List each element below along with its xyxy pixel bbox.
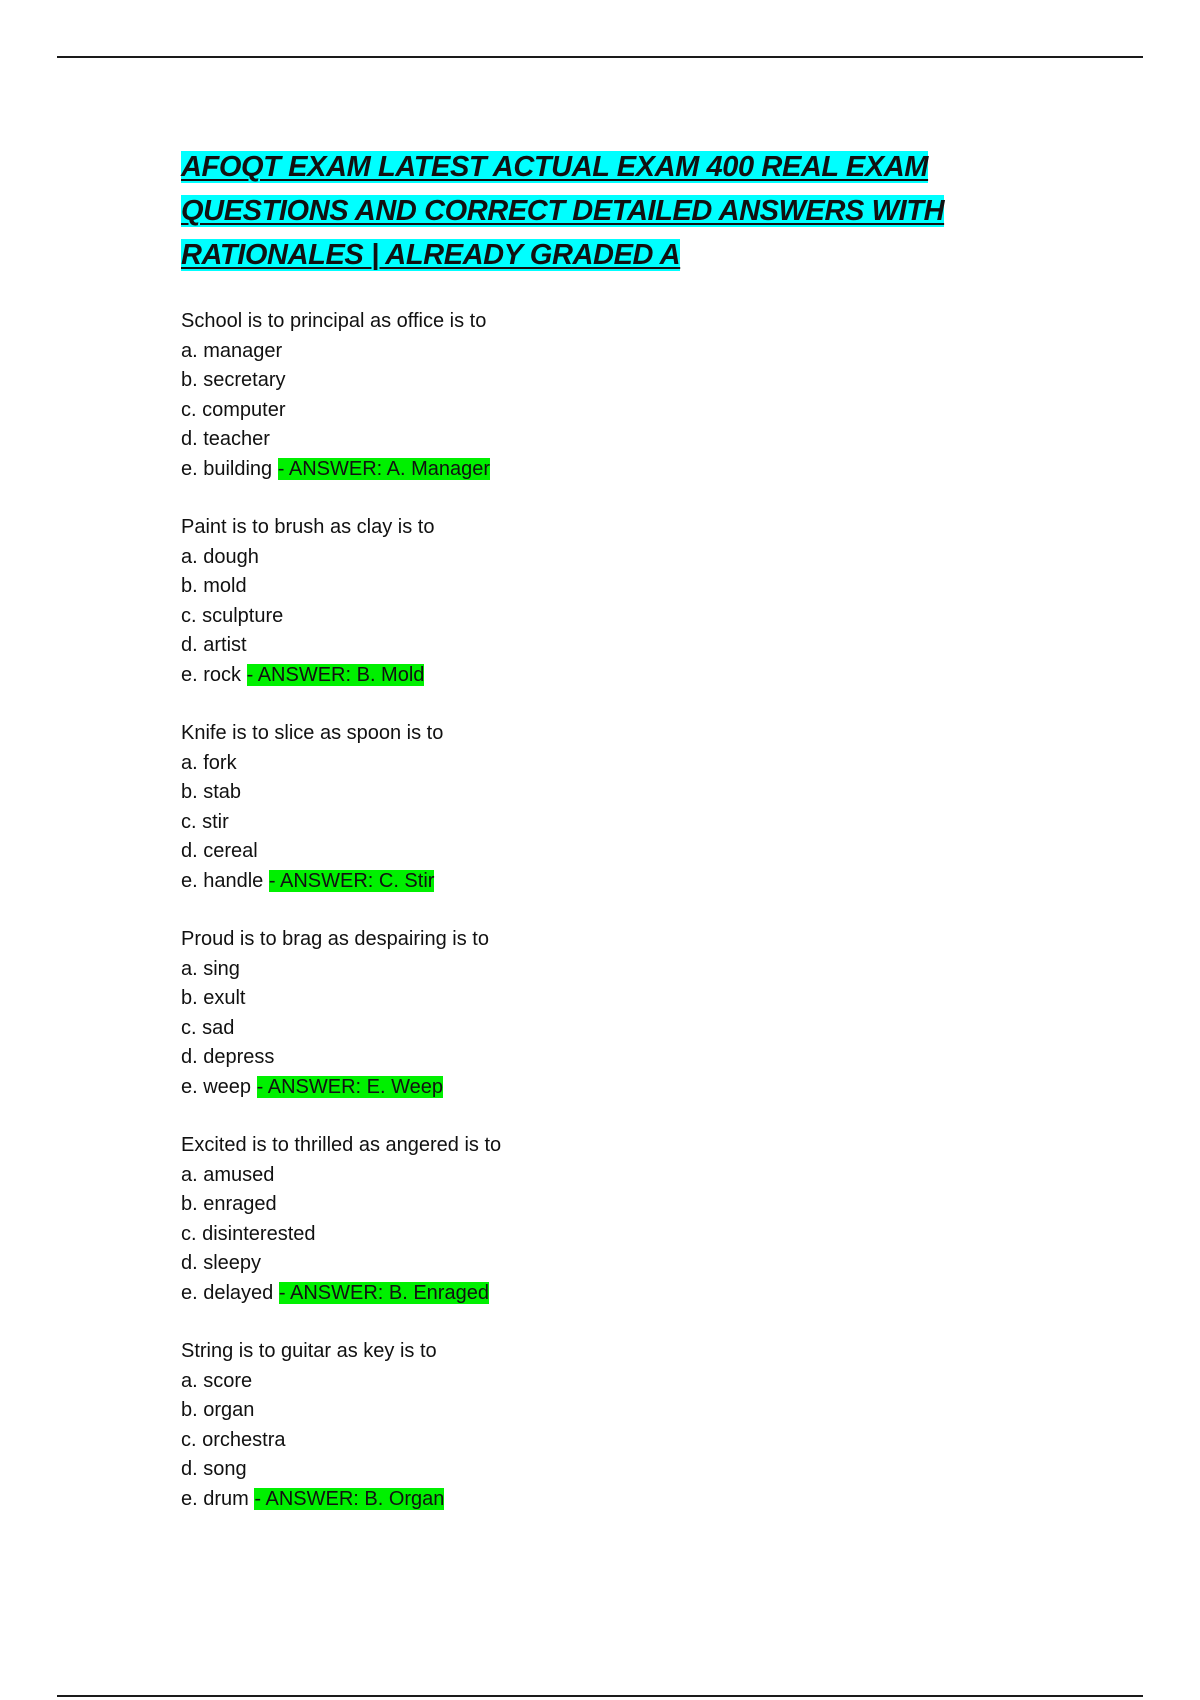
answer-option <box>181 984 1081 1014</box>
answer-option <box>181 1455 1081 1485</box>
question-stem: Excited is to thrilled as angered is to <box>181 1134 502 1156</box>
option-text: d. sleepy <box>181 1252 262 1274</box>
question-stem: Knife is to slice as spoon is to <box>181 722 444 744</box>
option-text: d. cereal <box>181 840 258 862</box>
question-block <box>181 307 1081 484</box>
answer-option <box>181 425 1081 455</box>
option-text: c. sculpture <box>181 604 284 627</box>
option-text: e. drum <box>181 1487 249 1510</box>
header-rule <box>57 56 1143 58</box>
answer-option <box>181 955 1081 985</box>
answer-option <box>181 1220 1081 1250</box>
option-text: b. stab <box>181 781 242 803</box>
option-text: c. sad <box>181 1016 235 1039</box>
answer-key-highlight: - ANSWER: E. Weep <box>256 1075 443 1098</box>
answer-key-highlight: - ANSWER: B. Mold <box>246 663 425 686</box>
option-text: d. artist <box>181 634 247 656</box>
question-stem: Paint is to brush as clay is to <box>181 516 435 538</box>
answer-key-highlight: - ANSWER: A. Manager <box>277 457 491 480</box>
answer-option <box>181 867 1081 897</box>
answer-key-highlight: - ANSWER: B. Organ <box>254 1487 445 1510</box>
answer-option <box>181 1073 1081 1103</box>
question-stem: String is to guitar as key is to <box>181 1340 437 1362</box>
option-text: b. secretary <box>181 369 286 391</box>
document-body <box>181 145 1081 1543</box>
title-highlight: AFOQT EXAM LATEST ACTUAL EXAM 400 REAL EXAM QUESTIONS AND CORRECT DETAILED ANSWERS WITH RATIONALES | ALREADY GRADED A <box>181 151 945 271</box>
answer-option <box>181 337 1081 367</box>
question-stem: School is to principal as office is to <box>181 310 487 332</box>
question-block <box>181 925 1081 1102</box>
answer-option <box>181 1014 1081 1044</box>
answer-option <box>181 661 1081 691</box>
option-text: e. handle <box>181 869 264 892</box>
option-text: d. teacher <box>181 428 270 450</box>
answer-option <box>181 455 1081 485</box>
answer-option <box>181 1043 1081 1073</box>
question-block <box>181 1337 1081 1514</box>
document-title <box>181 145 1011 277</box>
option-text: a. amused <box>181 1163 275 1186</box>
option-text: b. enraged <box>181 1193 277 1215</box>
answer-option <box>181 1396 1081 1426</box>
option-text: c. disinterested <box>181 1222 316 1245</box>
answer-option <box>181 602 1081 632</box>
option-text: a. sing <box>181 957 240 980</box>
answer-option <box>181 543 1081 573</box>
option-text: c. orchestra <box>181 1428 286 1451</box>
option-text: e. delayed <box>181 1281 274 1304</box>
question-stem: Proud is to brag as despairing is to <box>181 928 489 950</box>
answer-option <box>181 1485 1081 1515</box>
answer-option <box>181 749 1081 779</box>
question-block <box>181 513 1081 690</box>
answer-key-highlight: - ANSWER: C. Stir <box>268 869 435 892</box>
answer-option <box>181 396 1081 426</box>
answer-option <box>181 837 1081 867</box>
question-list <box>181 307 1081 1514</box>
option-text: c. computer <box>181 398 286 421</box>
answer-option <box>181 1367 1081 1397</box>
option-text: d. song <box>181 1458 247 1480</box>
answer-key-highlight: - ANSWER: B. Enraged <box>278 1281 489 1304</box>
question-block <box>181 1131 1081 1308</box>
option-text: b. organ <box>181 1399 255 1421</box>
option-text: a. score <box>181 1369 253 1392</box>
option-text: b. mold <box>181 575 247 597</box>
option-text: a. manager <box>181 339 283 362</box>
option-text: a. dough <box>181 545 259 568</box>
answer-option <box>181 1161 1081 1191</box>
option-text: e. weep <box>181 1075 252 1098</box>
answer-option <box>181 1249 1081 1279</box>
option-text: d. depress <box>181 1046 275 1068</box>
answer-option <box>181 572 1081 602</box>
answer-option <box>181 1190 1081 1220</box>
option-text: e. building <box>181 457 273 480</box>
answer-option <box>181 778 1081 808</box>
option-text: c. stir <box>181 810 229 833</box>
answer-option <box>181 366 1081 396</box>
footer-rule <box>57 1695 1143 1697</box>
option-text: a. fork <box>181 751 237 774</box>
answer-option <box>181 808 1081 838</box>
question-block <box>181 719 1081 896</box>
answer-option <box>181 1279 1081 1309</box>
answer-option <box>181 631 1081 661</box>
option-text: b. exult <box>181 987 246 1009</box>
answer-option <box>181 1426 1081 1456</box>
option-text: e. rock <box>181 663 242 686</box>
